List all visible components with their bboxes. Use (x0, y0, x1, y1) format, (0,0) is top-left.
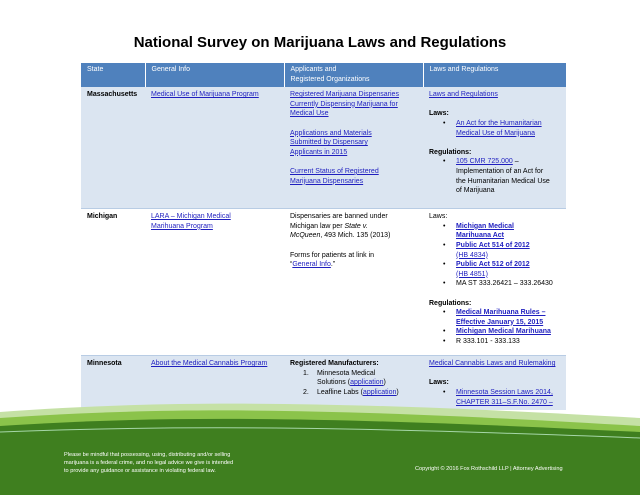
list-item (303, 388, 420, 398)
list-item (456, 157, 563, 195)
list-item (456, 327, 563, 337)
ma-applications-link[interactable]: Submitted by Dispensary (290, 139, 368, 147)
ma-cmr-desc: the Humanitarian Medical Use (456, 177, 550, 185)
list-item (456, 279, 563, 289)
list-item (456, 337, 563, 347)
laws-cell (423, 87, 566, 209)
state-name: Massachusetts (81, 87, 145, 209)
list-item (456, 308, 563, 327)
header-general-info: General Info (145, 63, 284, 87)
ma-act-link[interactable]: Medical Use of Marijuana (456, 129, 535, 137)
mi-ban-text: Michigan law per (290, 222, 345, 230)
ma-applications-link[interactable]: Applicants in 2015 (290, 148, 348, 156)
header-applicants (284, 63, 423, 87)
mi-case-cite: , 493 Mich. 135 (2013) (320, 232, 391, 240)
quote-mark: .” (330, 261, 336, 269)
state-name: Michigan (81, 209, 145, 356)
laws-table (81, 63, 567, 410)
ma-cmr-link[interactable]: 105 CMR 725.000 (456, 158, 513, 166)
ma-cmr-desc: Implementation of an Act for (456, 167, 544, 175)
mn-session-laws-link[interactable]: • Minnesota Session Laws 2014, (456, 388, 553, 396)
mi-lara-link[interactable]: LARA – Michigan Medical (151, 213, 231, 221)
mn-application-link[interactable]: application (350, 379, 384, 387)
mi-laws-list (429, 222, 563, 289)
header-state: State (81, 63, 145, 87)
mi-pa512-link[interactable]: • Public Act 512 of 2012 (456, 261, 530, 269)
ma-laws-list (429, 119, 563, 138)
mi-lara-link[interactable]: Marihuana Program (151, 222, 213, 230)
mi-rules-link[interactable]: • Medical Marihuana Rules – (456, 309, 546, 317)
manufacturer-name: Solutions ( (317, 379, 351, 387)
regulations-label: Regulations: (429, 299, 472, 307)
ma-dispensaries-link[interactable]: Medical Use (290, 110, 329, 118)
state-name: Minnesota (81, 356, 145, 411)
ma-dispensaries-link[interactable]: Registered Marijuana Dispensaries (290, 91, 399, 99)
footer-disclaimer (64, 451, 294, 475)
mn-manufacturers-label: Registered Manufacturers: (290, 360, 379, 368)
mi-pa514-link[interactable]: • Public Act 514 of 2012 (456, 241, 530, 249)
mi-general-info-link[interactable]: General Info (292, 261, 331, 269)
mi-rule-range: • R 333.101 - 333.133 (456, 337, 520, 345)
list-item (456, 119, 563, 138)
ma-laws-link[interactable]: Laws and Regulations (429, 91, 498, 99)
mi-statute-text: • MA ST 333.26421 – 333.26430 (456, 280, 553, 288)
list-item (456, 260, 563, 279)
header-applicants-line-1: Applicants and (290, 66, 337, 73)
disclaimer-line: marijuana is a federal crime, and no legal advice we give is intended (64, 460, 234, 466)
ma-cmr-dash: – (512, 158, 519, 166)
list-item (456, 241, 563, 260)
mn-laws-link[interactable]: Medical Cannabis Laws and Rulemaking (429, 360, 556, 368)
ma-applications-link[interactable]: Applications and Materials (290, 129, 372, 137)
applicants-cell (284, 87, 423, 209)
ma-cmr-desc: of Marijuana (456, 187, 495, 195)
header-laws: Laws and Regulations (423, 63, 566, 87)
list-number: 1. (303, 369, 309, 377)
general-info-cell (145, 87, 284, 209)
ma-regs-list (429, 157, 563, 195)
mi-forms-text: Forms for patients at link in (290, 251, 375, 259)
ma-status-link[interactable]: Current Status of Registered (290, 167, 379, 175)
mi-pa512-link[interactable]: (HB 4851) (456, 270, 488, 278)
table-row-michigan (81, 209, 566, 356)
list-item (456, 222, 563, 241)
mn-session-laws-link[interactable]: CHAPTER 311–S.F.No. 2470 – (456, 398, 553, 406)
quote-mark: “ (290, 261, 293, 269)
list-number: 2. (303, 388, 309, 396)
laws-label: Laws: (429, 213, 448, 221)
disclaimer-line: to provide any guidance or assistance in violating federal law. (64, 468, 216, 474)
manufacturer-name: Leafline Labs ( (317, 388, 363, 396)
mi-case-name: McQueen (290, 232, 321, 240)
disclaimer-line: Please be mindful that possessing, using, distributing and/or selling (64, 452, 231, 458)
manufacturer-name: Minnesota Medical (317, 369, 376, 377)
mi-mmma-link[interactable]: Marihuana Act (456, 232, 504, 240)
table-row-massachusetts (81, 87, 566, 209)
mi-rules-link[interactable]: Effective January 15, 2015 (456, 318, 544, 326)
general-info-cell (145, 209, 284, 356)
header-applicants-line-2: Registered Organizations (290, 75, 370, 83)
applicants-cell (284, 209, 423, 356)
regulations-label: Regulations: (429, 148, 472, 156)
list-item (303, 369, 420, 388)
footer-copyright: Copyright © 2016 Fox Rothschild LLP | Attorney Advertising (415, 466, 563, 472)
mi-mmm-link[interactable]: • Michigan Medical Marihuana (456, 328, 551, 336)
mi-pa514-link[interactable]: (HB 4834) (456, 251, 488, 259)
mn-application-link[interactable]: application (362, 388, 397, 396)
mi-case-name: State v. (344, 222, 368, 230)
laws-label: Laws: (429, 379, 449, 387)
mn-manufacturers-list (290, 369, 420, 398)
ma-program-link[interactable]: Medical Use of Marijuana Program (151, 91, 259, 99)
mi-ban-text: Dispensaries are banned under (290, 213, 388, 221)
mi-regs-list (429, 308, 563, 346)
paren: ) (396, 388, 399, 396)
mn-program-link[interactable]: About the Medical Cannabis Program (151, 360, 268, 368)
table-header-row (81, 63, 566, 87)
laws-label: Laws: (429, 110, 449, 118)
footer-swoosh (0, 398, 640, 495)
ma-status-link[interactable]: Marijuana Dispensaries (290, 177, 364, 185)
ma-dispensaries-link[interactable]: Currently Dispensing Marijuana for (290, 100, 398, 108)
ma-act-link[interactable]: • An Act for the Humanitarian (456, 119, 542, 127)
paren: ) (383, 379, 386, 387)
laws-cell (423, 209, 566, 356)
page-title: National Survey on Marijuana Laws and Regulations (133, 34, 507, 51)
mi-mmma-link[interactable]: • Michigan Medical (456, 222, 514, 230)
